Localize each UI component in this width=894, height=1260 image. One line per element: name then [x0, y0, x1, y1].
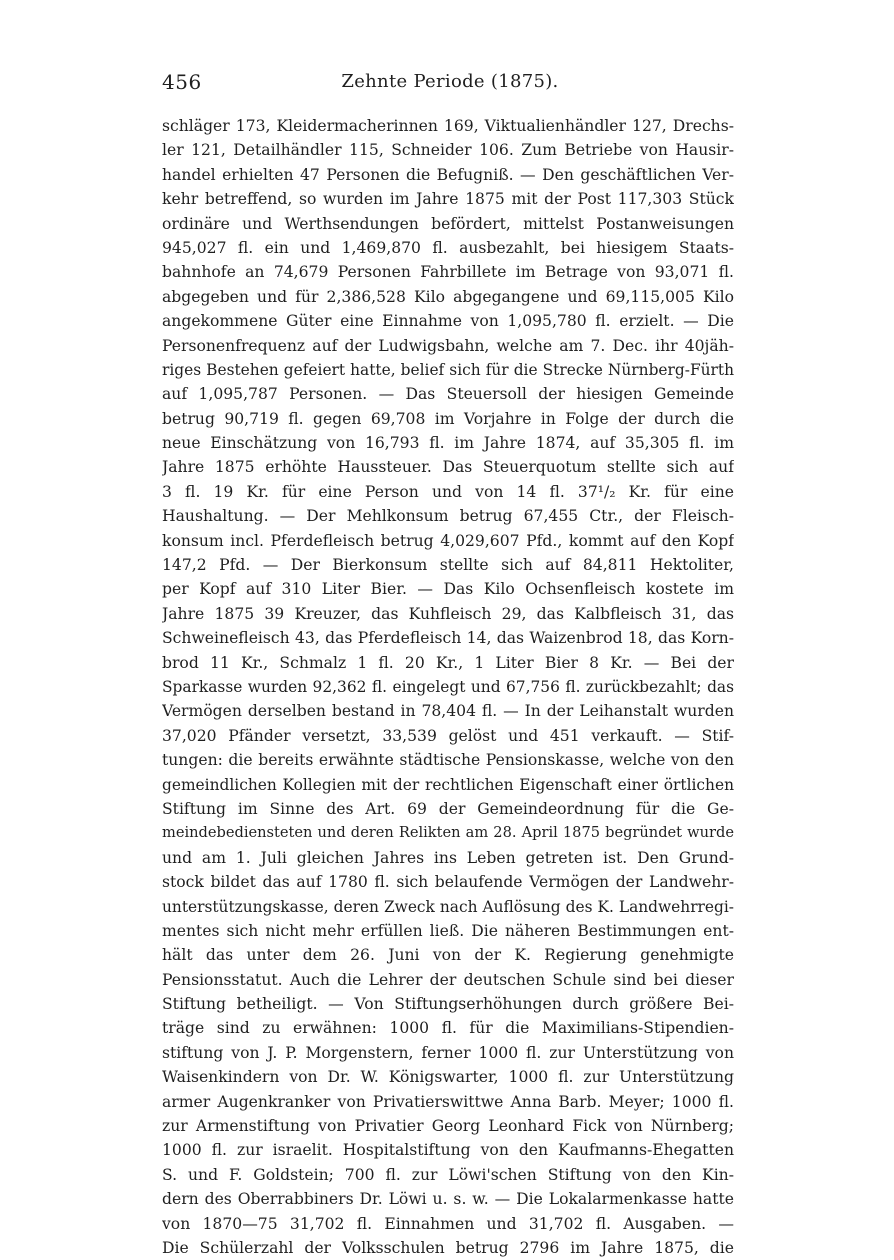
- text-line: ler 121, Detailhändler 115, Schneider 106. Zum Betriebe von Hausir-: [162, 141, 734, 160]
- text-line: Haushaltung. — Der Mehlkonsum betrug 67,455 Ctr., der Fleisch-: [162, 507, 734, 526]
- text-line: stock bildet das auf 1780 fl. sich belaufende Vermögen der Landwehr-: [162, 873, 734, 892]
- text-line: bahnhofe an 74,679 Personen Fahrbillete im Betrage von 93,071 fl.: [162, 263, 734, 282]
- text-line: 37,020 Pfänder versetzt, 33,539 gelöst und 451 verkauft. — Stif-: [162, 726, 734, 745]
- text-line: handel erhielten 47 Personen die Befugniß. — Den geschäftlichen Ver-: [162, 165, 734, 184]
- text-line: Stiftung im Sinne des Art. 69 der Gemeindeordnung für die Ge-: [162, 799, 734, 818]
- text-line: 147,2 Pfd. — Der Bierkonsum stellte sich auf 84,811 Hektoliter,: [162, 556, 734, 575]
- text-line: gemeindlichen Kollegien mit der rechtlichen Eigenschaft einer örtlichen: [162, 775, 734, 794]
- page-header: [162, 70, 738, 100]
- text-line: kehr betreffend, so wurden im Jahre 1875 mit der Post 117,303 Stück: [162, 190, 734, 209]
- text-line: abgegeben und für 2,386,528 Kilo abgegangene und 69,115,005 Kilo: [162, 287, 734, 306]
- text-line: Jahre 1875 erhöhte Haussteuer. Das Steuerquotum stellte sich auf: [162, 458, 734, 477]
- text-line: und am 1. Juli gleichen Jahres ins Leben getreten ist. Den Grund-: [162, 848, 734, 867]
- text-line: zur Armenstiftung von Privatier Georg Leonhard Fick von Nürnberg;: [162, 1117, 734, 1136]
- text-line: ordinäre und Werthsendungen befördert, mittelst Postanweisungen: [162, 214, 734, 233]
- text-line: neue Einschätzung von 16,793 fl. im Jahre 1874, auf 35,305 fl. im: [162, 434, 734, 453]
- text-line: betrug 90,719 fl. gegen 69,708 im Vorjahre in Folge der durch die: [162, 409, 734, 428]
- text-line: riges Bestehen gefeiert hatte, belief sich für die Strecke Nürnberg-Fürth: [162, 360, 734, 379]
- text-line: tungen: die bereits erwähnte städtische Pensionskasse, welche von den: [162, 751, 734, 770]
- text-line: auf 1,095,787 Personen. — Das Steuersoll der hiesigen Gemeinde: [162, 385, 734, 404]
- text-line: armer Augenkranker von Privatierswittwe Anna Barb. Meyer; 1000 fl.: [162, 1092, 734, 1111]
- text-line: Waisenkindern von Dr. W. Königswarter, 1000 fl. zur Unterstützung: [162, 1068, 734, 1087]
- text-line: Stiftung betheiligt. — Von Stiftungserhöhungen durch größere Bei-: [162, 995, 734, 1014]
- text-line: stiftung von J. P. Morgenstern, ferner 1000 fl. zur Unterstützung von: [162, 1043, 734, 1062]
- text-line: konsum incl. Pferdefleisch betrug 4,029,607 Pfd., kommt auf den Kopf: [162, 531, 734, 550]
- text-line: 3 fl. 19 Kr. für eine Person und von 14 fl. 37¹/₂ Kr. für eine: [162, 482, 734, 501]
- text-line: unterstützungskasse, deren Zweck nach Auflösung des K. Landwehrregi-: [162, 897, 734, 916]
- text-line: Jahre 1875 39 Kreuzer, das Kuhfleisch 29, das Kalbfleisch 31, das: [162, 604, 734, 623]
- page-number: 456: [162, 70, 202, 94]
- text-line: 945,027 fl. ein und 1,469,870 fl. ausbezahlt, bei hiesigem Staats-: [162, 238, 734, 257]
- text-line: 1000 fl. zur israelit. Hospitalstiftung von den Kaufmanns-Ehegatten: [162, 1141, 734, 1160]
- text-line: S. und F. Goldstein; 700 fl. zur Löwi'schen Stiftung von den Kin-: [162, 1165, 734, 1184]
- text-line: mentes sich nicht mehr erfüllen ließ. Die näheren Bestimmungen ent-: [162, 921, 734, 940]
- body-text: [162, 114, 734, 1260]
- text-line: Sparkasse wurden 92,362 fl. eingelegt und 67,756 fl. zurückbezahlt; das: [162, 677, 734, 696]
- text-line: Personenfrequenz auf der Ludwigsbahn, welche am 7. Dec. ihr 40jäh-: [162, 336, 734, 355]
- text-line: Die Schülerzahl der Volksschulen betrug 2796 im Jahre 1875, die: [162, 1238, 734, 1257]
- text-line: meindebediensteten und deren Relikten am 28. April 1875 begründet wurde: [162, 824, 734, 842]
- text-line: Schweinefleisch 43, das Pferdefleisch 14, das Waizenbrod 18, das Korn-: [162, 629, 734, 648]
- text-line: per Kopf auf 310 Liter Bier. — Das Kilo Ochsenfleisch kostete im: [162, 580, 734, 599]
- text-line: Pensionsstatut. Auch die Lehrer der deutschen Schule sind bei dieser: [162, 970, 734, 989]
- running-head: Zehnte Periode (1875).: [341, 71, 559, 92]
- text-line: von 1870—75 31,702 fl. Einnahmen und 31,702 fl. Ausgaben. —: [162, 1214, 734, 1233]
- text-line: brod 11 Kr., Schmalz 1 fl. 20 Kr., 1 Liter Bier 8 Kr. — Bei der: [162, 653, 734, 672]
- text-line: schläger 173, Kleidermacherinnen 169, Viktualienhändler 127, Drechs-: [162, 117, 734, 135]
- text-line: träge sind zu erwähnen: 1000 fl. für die Maximilians-Stipendien-: [162, 1019, 734, 1038]
- text-line: dern des Oberrabbiners Dr. Löwi u. s. w. — Die Lokalarmenkasse hatte: [162, 1190, 734, 1209]
- text-line: Vermögen derselben bestand in 78,404 fl. — In der Leihanstalt wurden: [162, 702, 734, 721]
- text-line: hält das unter dem 26. Juni von der K. Regierung genehmigte: [162, 946, 734, 965]
- text-line: angekommene Güter eine Einnahme von 1,095,780 fl. erzielt. — Die: [162, 312, 734, 331]
